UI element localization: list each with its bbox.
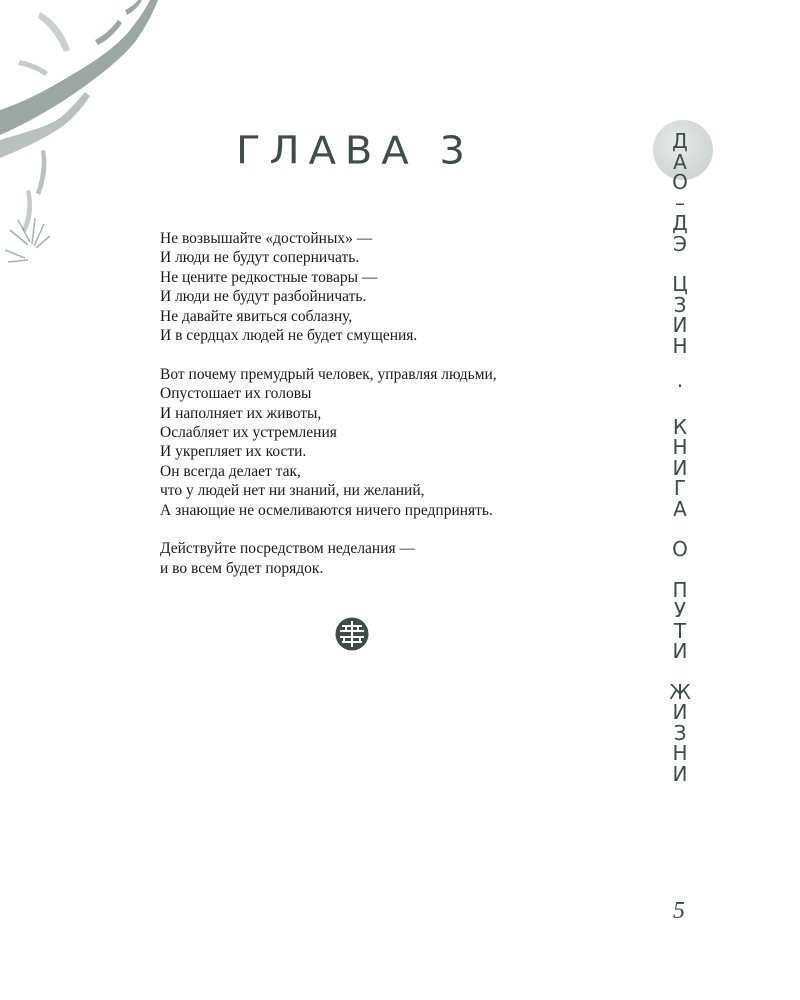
poem-line: Он всегда делает так, (160, 462, 301, 480)
poem-line: Не цените редкостные товары — (160, 268, 378, 286)
side-title-letter: Н (672, 333, 688, 358)
side-title-letter: К (672, 414, 688, 439)
side-title-letter: И (672, 455, 688, 480)
poem-line: что у людей нет ни знаний, ни желаний, (160, 482, 425, 500)
side-title-letter: Н (672, 741, 688, 765)
poem-line: Вот почему премудрый человек, управляя людьми, (160, 365, 497, 383)
poem-line: И укрепляет их кости. (160, 443, 307, 461)
side-title-gap (669, 662, 691, 682)
side-title-gap (669, 560, 691, 580)
side-title-letters (669, 131, 691, 784)
side-title-letter: Э (673, 231, 687, 256)
side-title-letter: Т (673, 618, 687, 643)
side-title-letter: Д (672, 211, 688, 235)
side-title-letter: Н (672, 435, 688, 459)
poem-line: Опустошает их головы (160, 385, 312, 403)
poem-line: И в сердцах людей не будет смущения. (160, 327, 418, 345)
side-title-letter: О (672, 537, 688, 561)
side-title-letter: А (673, 496, 687, 521)
poem-line: И наполняет их животы, (160, 404, 322, 422)
side-title-letter: И (672, 313, 688, 337)
stanza-1 (160, 229, 620, 345)
stanza-2 (160, 365, 620, 520)
side-running-title (660, 131, 700, 801)
poem-text (160, 229, 620, 598)
side-title-letter: И (672, 700, 688, 724)
side-title-letter: З (673, 720, 687, 745)
poem-line: А знающие не осмеливаются ничего предпринять. (160, 501, 493, 519)
side-title-letter: И (672, 761, 688, 786)
poem-line: и во всем будет порядок. (160, 559, 324, 577)
side-title-gap (669, 519, 691, 539)
chapter-title: ГЛАВА 3 (236, 129, 474, 173)
side-title-letter: Д (672, 129, 688, 153)
side-title-letter: Ж (669, 679, 691, 704)
page-number: 5 (673, 898, 685, 924)
side-title-letter: Ц (672, 272, 688, 296)
side-title-letter: · (676, 374, 684, 398)
side-title-letter: – (674, 190, 685, 215)
poem-line: И люди не будут соперничать. (160, 249, 360, 267)
side-title-letter: И (672, 639, 688, 663)
side-title-letter: З (673, 292, 687, 317)
shou-longevity-emblem-icon (335, 617, 369, 651)
poem-line: Не возвышайте «достойных» — (160, 230, 373, 247)
side-title-letter: П (672, 577, 688, 602)
stanza-3 (160, 539, 620, 578)
side-title-letter: А (673, 149, 687, 174)
side-title-gap (669, 397, 691, 417)
poem-line: Действуйте посредством неделания — (160, 540, 416, 558)
side-title-letter: О (672, 170, 688, 194)
side-title-letter: У (673, 598, 687, 622)
side-title-gap (669, 356, 691, 376)
side-title-gap (669, 254, 691, 274)
poem-line: И люди не будут разбойничать. (160, 288, 367, 306)
side-title-letter: Г (673, 476, 687, 500)
poem-line: Не давайте явиться соблазну, (160, 307, 353, 325)
poem-line: Ослабляет их устремления (160, 424, 337, 442)
